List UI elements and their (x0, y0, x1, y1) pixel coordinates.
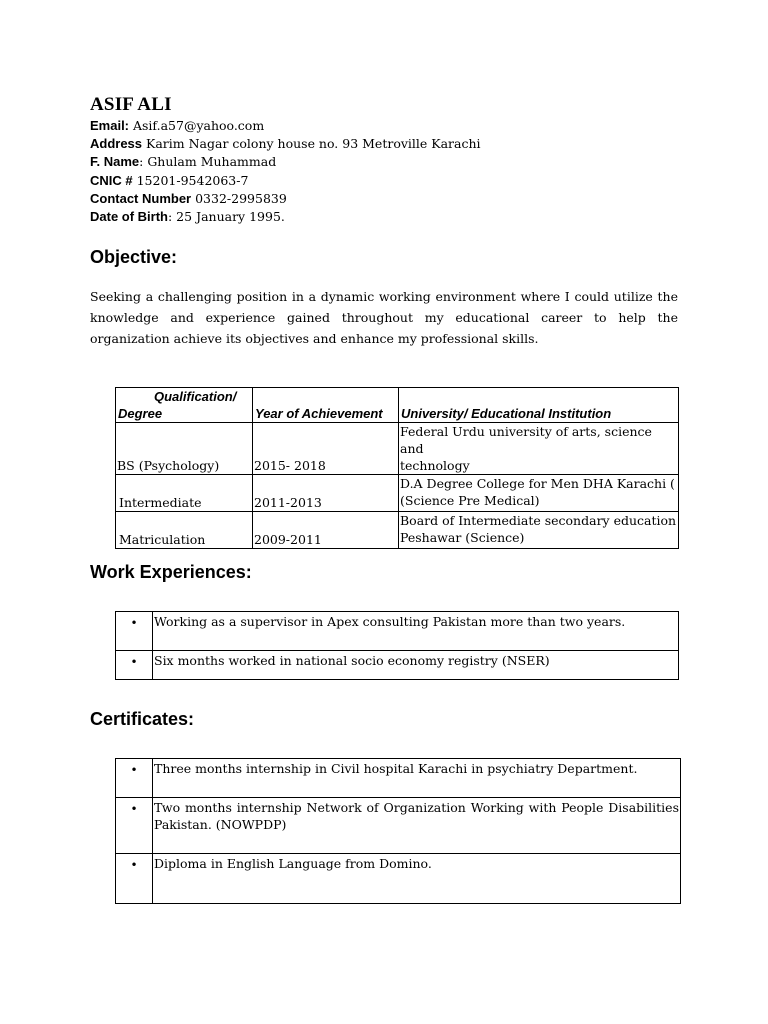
father-name-line (90, 153, 481, 171)
education-header-row (116, 388, 679, 423)
institution-header: University/ Educational Institution (399, 388, 679, 423)
certificates-heading: Certificates: (90, 709, 195, 729)
year-header: Year of Achievement (253, 388, 399, 423)
contact-number-label: Contact Number (90, 190, 192, 206)
bullet-icon: • (116, 651, 153, 680)
cnic-value: 15201-9542063-7 (132, 172, 249, 188)
education-table (115, 387, 679, 549)
table-row (116, 475, 679, 512)
work-table (115, 611, 679, 680)
institution-line2: (Science Pre Medical) (400, 493, 540, 508)
institution-line1: Board of Intermediate secondary education (400, 513, 677, 528)
objective-heading: Objective: (90, 247, 178, 267)
degree-cell: Matriculation (116, 512, 253, 549)
bullet-icon: • (116, 854, 153, 904)
institution-line1: Federal Urdu university of arts, science and (400, 424, 652, 456)
institution-line2: Peshawar (Science) (400, 530, 525, 545)
cnic-label: CNIC # (90, 172, 133, 188)
work-item-text: Six months worked in national socio economy registry (NSER) (153, 651, 679, 680)
institution-line2: technology (400, 458, 470, 473)
certificates-table (115, 758, 681, 904)
list-item (116, 798, 681, 854)
resume-name: ASIF ALI (90, 94, 172, 115)
list-item (116, 854, 681, 904)
year-cell: 2009-2011 (253, 512, 399, 549)
bullet-icon: • (116, 759, 153, 798)
contact-number-line (90, 190, 481, 208)
bullet-icon: • (116, 798, 153, 854)
institution-line1: D.A Degree College for Men DHA Karachi ( (400, 476, 675, 491)
year-cell: 2011-2013 (253, 475, 399, 512)
list-item (116, 612, 679, 651)
institution-cell (399, 423, 679, 475)
dob-label: Date of Birth (90, 209, 168, 225)
address-value: Karim Nagar colony house no. 93 Metroville Karachi (142, 136, 481, 152)
work-item-text: Working as a supervisor in Apex consulting Pakistan more than two years. (153, 612, 679, 651)
certificate-item-text: Three months internship in Civil hospital Karachi in psychiatry Department. (153, 759, 681, 798)
institution-cell (399, 475, 679, 512)
email-line (90, 117, 481, 135)
work-heading: Work Experiences: (90, 562, 252, 582)
dob-line (90, 208, 481, 226)
father-name-label: F. Name (90, 154, 140, 170)
degree-cell: Intermediate (116, 475, 253, 512)
bullet-icon: • (116, 612, 153, 651)
list-item (116, 651, 679, 680)
objective-text: Seeking a challenging position in a dynamic working environment where I could utilize the knowledge and experience gained throughout my educational career to help the organization achieve its objectives and enhance my professional skills. (90, 289, 678, 346)
qualification-header-line2: Degree (118, 406, 163, 421)
year-cell: 2015- 2018 (253, 423, 399, 475)
degree-cell: BS (Psychology) (116, 423, 253, 475)
email-label: Email: (90, 118, 130, 133)
father-name-value: : Ghulam Muhammad (139, 154, 277, 170)
certificate-item-text: Two months internship Network of Organization Working with People Disabilities Pakistan. (NOWPDP) (153, 798, 681, 854)
certificate-item-text: Diploma in English Language from Domino. (153, 854, 681, 904)
table-row (116, 512, 679, 549)
email-value: Asif.a57@yahoo.com (129, 118, 265, 133)
dob-value: : 25 January 1995. (168, 209, 285, 225)
list-item (116, 759, 681, 798)
contact-number-value: 0332-2995839 (191, 190, 287, 206)
qualification-header-line1: Qualification/ (154, 389, 237, 404)
address-line (90, 135, 481, 153)
institution-cell (399, 512, 679, 549)
contact-block (90, 117, 481, 226)
qualification-header (116, 388, 253, 423)
table-row (116, 423, 679, 475)
address-label: Address (90, 136, 143, 152)
cnic-line (90, 172, 481, 190)
